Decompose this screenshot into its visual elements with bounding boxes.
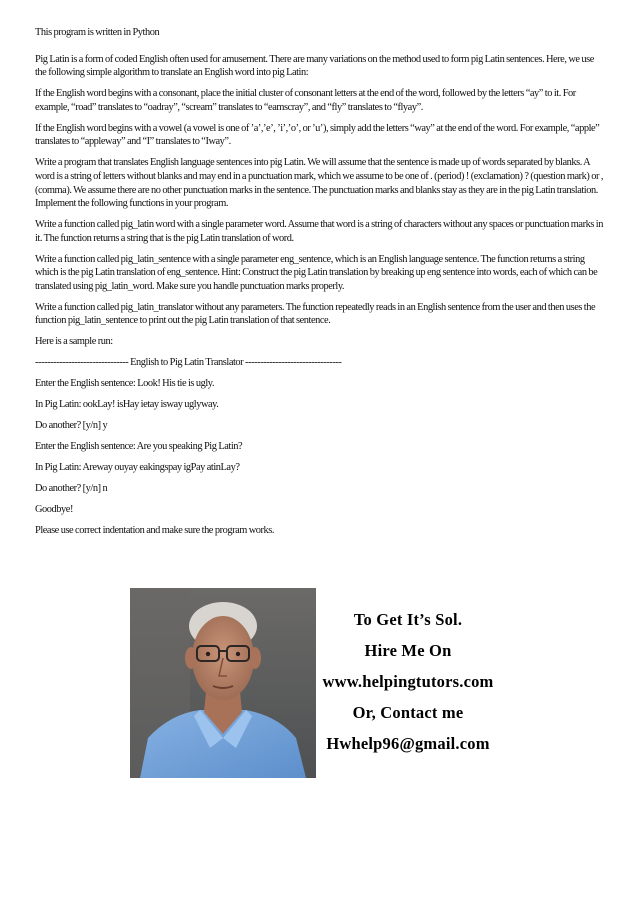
tutor-advertisement bbox=[130, 588, 510, 778]
sample-run-line: Enter the English sentence: Look! His tie is ugly. bbox=[35, 378, 215, 390]
sample-run-line: In Pig Latin: ookLay! isHay ietay isway uglyway. bbox=[35, 399, 219, 411]
sample-run-line: Do another? [y/n] n bbox=[35, 483, 108, 495]
paragraph-description: Pig Latin is a form of coded English often used for amusement. There are many variations on the method used to form pig Latin sentences. Here, we use the following simple algorithm to translate an English word into pig Latin: bbox=[35, 53, 594, 79]
ad-line-contact: Or, Contact me bbox=[352, 703, 464, 722]
paragraph-vowel-rule: If the English word begins with a vowel (a vowel is one of ’a’,’e’, ’i’,’o’, or ’u’), simply add the letters “way” at the end of the word. For example, “apple” translates to “appleway” and “I” translates to “Iway”. bbox=[35, 122, 600, 148]
ad-line-website: www.helpingtutors.com bbox=[322, 672, 494, 691]
tutor-contact-text bbox=[306, 604, 510, 759]
closing-note: Please use correct indentation and make sure the program works. bbox=[35, 525, 275, 537]
paragraph-program-spec: Write a program that translates English language sentences into pig Latin. We will assume that the sentence is made up of words separated by blanks. A word is a string of letters without blanks and may end in a punctuation mark, which we assume to be one of . (period) ! (exclamation) ? (question mark) or , (comma). We assume there are no other punctuation marks in the sentence. The punctuation marks and blanks stay as they are in the pig Latin translation. Implement the following functions in your program. bbox=[35, 157, 604, 210]
paragraph-pig-latin-sentence: Write a function called pig_latin_sentence with a single parameter eng_sentence, which is an English language sentence. The function returns a string which is the pig Latin translation of eng_sentence. Hint: Construct the pig Latin translation by breaking up eng sentence into words, each of which can be translated using pig_latin_word. Make sure you handle punctuation marks properly. bbox=[35, 253, 598, 292]
sample-run-line: Goodbye! bbox=[35, 504, 73, 516]
sample-run-banner: ------------------------------- English to Pig Latin Translator -------------------------------- bbox=[35, 357, 342, 369]
ad-line-solution: To Get It’s Sol. bbox=[353, 610, 463, 629]
sample-run-line: Do another? [y/n] y bbox=[35, 420, 108, 432]
ad-line-email: Hwhelp96@gmail.com bbox=[326, 734, 490, 753]
paragraph-pig-latin-word: Write a function called pig_latin word with a single parameter word. Assume that word is a string of characters without any spaces or punctuation marks in it. The function returns a string that is the pig Latin translation of word. bbox=[35, 219, 603, 244]
sample-run-line: Enter the English sentence: Are you speaking Pig Latin? bbox=[35, 441, 243, 453]
paragraph-consonant-rule: If the English word begins with a consonant, place the initial cluster of consonant letters at the end of the word, followed by the letters “ay” to it. For example, “road” translates to “oadray”, “scream” translates to “eamscray”, and “fly” translates to “flyay”. bbox=[35, 88, 576, 113]
ad-line-hire: Hire Me On bbox=[364, 641, 452, 660]
document-body bbox=[35, 26, 607, 545]
sample-run-heading: Here is a sample run: bbox=[35, 336, 113, 348]
paragraph-pig-latin-translator: Write a function called pig_latin_translator without any parameters. The function repeatedly reads in an English sentence from the user and then uses the function pig_latin_sentence to print out the pig Latin translation of that sentence. bbox=[35, 301, 596, 327]
tutor-photo bbox=[130, 588, 316, 778]
intro-line: This program is written in Python bbox=[35, 27, 160, 38]
sample-run-line: In Pig Latin: Areway ouyay eakingspay igPay atinLay? bbox=[35, 462, 240, 474]
